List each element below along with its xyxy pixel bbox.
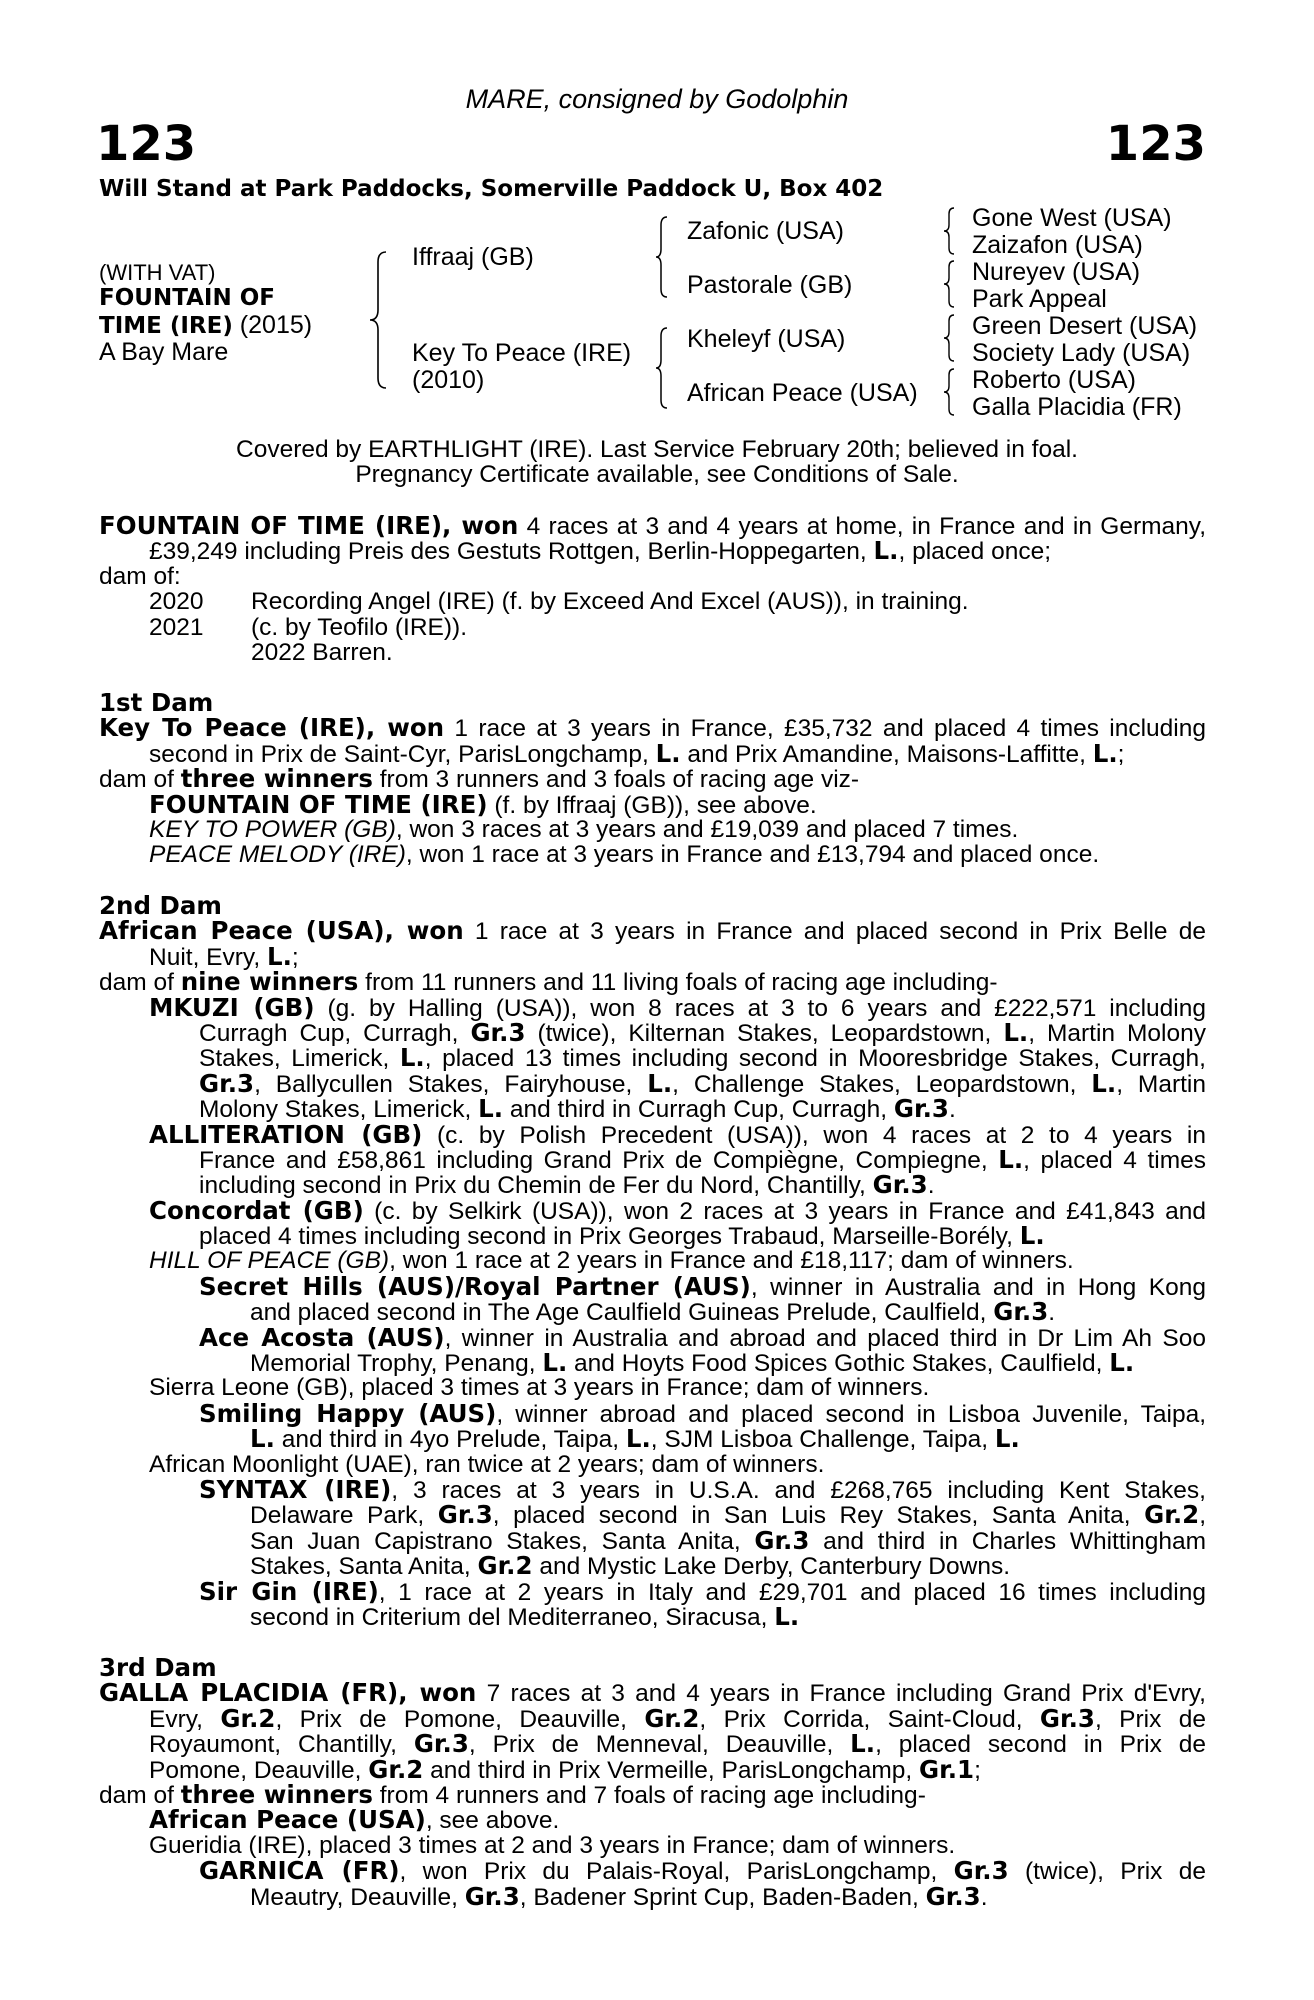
secret-hills-line2: and placed second in The Age Caulfield Guineas Prelude, Caulfield, Gr.3. bbox=[250, 1297, 1056, 1327]
gen3-brace-4 bbox=[943, 367, 957, 417]
first-dam-line2: second in Prix de Saint-Cyr, ParisLongchamp, L. and Prix Amandine, Maisons-Laffitte, L.; bbox=[149, 738, 1125, 768]
second-dam-line1: African Peace (USA), won 1 race at 3 years in France and placed second in Prix Belle de bbox=[99, 916, 1206, 946]
mare-line2: £39,249 including Preis des Gestuts Rottgen, Berlin-Hoppegarten, L., placed once; bbox=[149, 536, 1052, 566]
concordat-line1: Concordat (GB) (c. by Selkirk (USA)), won 2 races at 3 years in France and £41,843 and bbox=[149, 1195, 1207, 1225]
smiling-happy-line1: Smiling Happy (AUS), winner abroad and placed second in Lisboa Juvenile, Taipa, bbox=[199, 1398, 1207, 1428]
mkuzi-line2: Curragh Cup, Curragh, Gr.3 (twice), Kilternan Stakes, Leopardstown, L., Martin Molony bbox=[199, 1017, 1206, 1047]
syntax-line3: San Juan Capistrano Stakes, Santa Anita, Gr.3 and third in Charles Whittingham bbox=[250, 1525, 1206, 1555]
dsd: Society Lady (USA) bbox=[972, 339, 1191, 367]
sire-dam: Pastorale (GB) bbox=[687, 271, 853, 299]
third-dam-heading: 3rd Dam bbox=[99, 1653, 217, 1682]
second-dam-heading: 2nd Dam bbox=[99, 891, 222, 920]
covered-line1: Covered by EARTHLIGHT (IRE). Last Service February 20th; believed in foal. bbox=[236, 436, 1078, 463]
produce-2022: 2022 Barren. bbox=[251, 638, 393, 666]
second-dam-line3: dam of nine winners from 11 runners and 11 living foals of racing age including- bbox=[99, 967, 998, 997]
second-dam-line2: Nuit, Evry, L.; bbox=[149, 941, 299, 971]
secret-hills-line1: Secret Hills (AUS)/Royal Partner (AUS), winner in Australia and in Hong Kong bbox=[199, 1271, 1206, 1301]
sss: Gone West (USA) bbox=[972, 204, 1172, 232]
lot-number-left: 123 bbox=[96, 116, 197, 172]
first-dam-line1: Key To Peace (IRE), won 1 race at 3 years in France, £35,732 and placed 4 times including bbox=[99, 713, 1206, 743]
hill-of-peace-line: HILL OF PEACE (GB), won 1 race at 2 years in France and £18,117; dam of winners. bbox=[149, 1247, 1074, 1275]
mkuzi-line5: Molony Stakes, Limerick, L. and third in Curragh Cup, Curragh, Gr.3. bbox=[199, 1094, 956, 1124]
gueridia-line: Gueridia (IRE), placed 3 times at 2 and 3 years in France; dam of winners. bbox=[149, 1831, 956, 1859]
ace-acosta-line2: Memorial Trophy, Penang, L. and Hoyts Food Spices Gothic Stakes, Caulfield, L. bbox=[250, 1348, 1135, 1378]
lot-number-right: 123 bbox=[1105, 116, 1206, 172]
dam-line2: (2010) bbox=[412, 366, 485, 394]
african-moonlight-line: African Moonlight (UAE), ran twice at 2 years; dam of winners. bbox=[149, 1450, 825, 1478]
produce-2021: 2021 (c. by Teofilo (IRE)). bbox=[149, 613, 468, 641]
alliteration-line2: France and £58,861 including Grand Prix de Compiègne, Compiegne, L., placed 4 times bbox=[199, 1144, 1206, 1174]
syntax-line2: Delaware Park, Gr.3, placed second in San Luis Rey Stakes, Santa Anita, Gr.2, bbox=[250, 1500, 1206, 1530]
sir-gin-line2: second in Criterium del Mediterraneo, Siracusa, L. bbox=[250, 1601, 800, 1631]
horse-description: A Bay Mare bbox=[99, 338, 229, 366]
dds: Roberto (USA) bbox=[972, 366, 1136, 394]
dss: Green Desert (USA) bbox=[972, 312, 1198, 340]
sierra-leone-line: Sierra Leone (GB), placed 3 times at 3 years in France; dam of winners. bbox=[149, 1374, 930, 1402]
ssd: Zaizafon (USA) bbox=[972, 231, 1143, 259]
third-dam-line2: Evry, Gr.2, Prix de Pomone, Deauville, Gr.2, Prix Corrida, Saint-Cloud, Gr.3, Prix de bbox=[149, 1703, 1207, 1733]
first-dam-heading: 1st Dam bbox=[99, 688, 214, 717]
garnica-line1: GARNICA (FR), won Prix du Palais-Royal, ParisLongchamp, Gr.3 (twice), Prix de bbox=[199, 1856, 1206, 1886]
sire: Iffraaj (GB) bbox=[412, 243, 534, 271]
stand-location: Will Stand at Park Paddocks, Somerville Paddock U, Box 402 bbox=[99, 176, 884, 202]
alliteration-line1: ALLITERATION (GB) (c. by Polish Precedent (USA)), won 4 races at 2 to 4 years in bbox=[149, 1119, 1206, 1149]
vat-label: (WITH VAT) bbox=[99, 260, 216, 285]
garnica-line2: Meautry, Deauville, Gr.3, Badener Sprint Cup, Baden-Baden, Gr.3. bbox=[250, 1881, 988, 1911]
mare-line1: FOUNTAIN OF TIME (IRE), won 4 races at 3 and 4 years at home, in France and in Germany, bbox=[99, 511, 1207, 540]
dam-dam: African Peace (USA) bbox=[687, 379, 918, 407]
sire-sire: Zafonic (USA) bbox=[687, 217, 844, 245]
second-dam-section bbox=[99, 893, 1206, 1629]
third-dam-section bbox=[99, 1655, 1206, 1909]
third-dam-line1: GALLA PLACIDIA (FR), won 7 races at 3 and 4 years in France including Grand Prix d'Evry, bbox=[99, 1678, 1206, 1708]
gen3-brace-1 bbox=[943, 206, 957, 256]
first-dam-offspring-1: FOUNTAIN OF TIME (IRE) (f. by Iffraaj (GB)), see above. bbox=[149, 789, 817, 819]
consignment-line: MARE, consigned by Godolphin bbox=[465, 84, 849, 114]
sdd: Park Appeal bbox=[972, 285, 1107, 313]
third-dam-line4: Pomone, Deauville, Gr.2 and third in Prix Vermeille, ParisLongchamp, Gr.1; bbox=[149, 1754, 981, 1784]
first-dam-line3: dam of three winners from 3 runners and 3 foals of racing age viz- bbox=[99, 764, 860, 794]
ace-acosta-line1: Ace Acosta (AUS), winner in Australia and abroad and placed third in Dr Lim Ah Soo bbox=[199, 1322, 1206, 1352]
ddd: Galla Placidia (FR) bbox=[972, 393, 1182, 421]
first-dam-offspring-2: KEY TO POWER (GB), won 3 races at 3 years and £19,039 and placed 7 times. bbox=[149, 815, 1019, 843]
produce-2020: 2020 Recording Angel (IRE) (f. by Exceed And Excel (AUS)), in training. bbox=[149, 588, 969, 616]
african-peace-ref: African Peace (USA), see above. bbox=[149, 1805, 560, 1835]
syntax-line4: Stakes, Santa Anita, Gr.2 and Mystic Lake Derby, Canterbury Downs. bbox=[250, 1551, 1011, 1581]
sire-dam-brace bbox=[368, 250, 392, 390]
horse-name-line1: FOUNTAIN OF bbox=[99, 285, 275, 311]
syntax-line1: SYNTAX (IRE), 3 races at 3 years in U.S.A. and £268,765 including Kent Stakes, bbox=[199, 1474, 1206, 1504]
third-dam-line5: dam of three winners from 4 runners and 7 foals of racing age including- bbox=[99, 1779, 926, 1809]
mkuzi-line4: Gr.3, Ballycullen Stakes, Fairyhouse, L., Challenge Stakes, Leopardstown, L., Martin bbox=[199, 1068, 1206, 1098]
third-dam-line3: Royaumont, Chantilly, Gr.3, Prix de Menneval, Deauville, L., placed second in Prix de bbox=[149, 1729, 1207, 1759]
first-dam-section bbox=[99, 690, 1206, 868]
sir-gin-line1: Sir Gin (IRE), 1 race at 2 years in Italy and £29,701 and placed 16 times including bbox=[199, 1576, 1206, 1606]
first-dam-offspring-3: PEACE MELODY (IRE), won 1 race at 3 years in France and £13,794 and placed once. bbox=[149, 841, 1100, 869]
covered-line2: Pregnancy Certificate available, see Conditions of Sale. bbox=[355, 461, 959, 488]
concordat-line2: placed 4 times including second in Prix Georges Trabaud, Marseille-Borély, L. bbox=[199, 1221, 1045, 1251]
gen3-brace-2 bbox=[943, 259, 957, 309]
dam-parents-brace bbox=[655, 326, 671, 410]
gen3-brace-3 bbox=[943, 313, 957, 363]
sds: Nureyev (USA) bbox=[972, 258, 1141, 286]
smiling-happy-line2: L. and third in 4yo Prelude, Taipa, L., SJM Lisboa Challenge, Taipa, L. bbox=[250, 1424, 1020, 1454]
horse-name-line2: TIME (IRE) (2015) bbox=[99, 311, 313, 339]
dam-line1: Key To Peace (IRE) bbox=[412, 339, 632, 367]
mkuzi-line3: Stakes, Limerick, L., placed 13 times including second in Mooresbridge Stakes, Curragh, bbox=[199, 1043, 1206, 1073]
sire-parents-brace bbox=[655, 215, 671, 299]
mare-section bbox=[99, 513, 1206, 665]
mare-damof: dam of: bbox=[99, 562, 181, 590]
dam-sire: Kheleyf (USA) bbox=[687, 325, 846, 353]
mkuzi-line1: MKUZI (GB) (g. by Halling (USA)), won 8 races at 3 to 6 years and £222,571 including bbox=[149, 992, 1206, 1022]
alliteration-line3: including second in Prix du Chemin de Fer du Nord, Chantilly, Gr.3. bbox=[199, 1170, 935, 1200]
